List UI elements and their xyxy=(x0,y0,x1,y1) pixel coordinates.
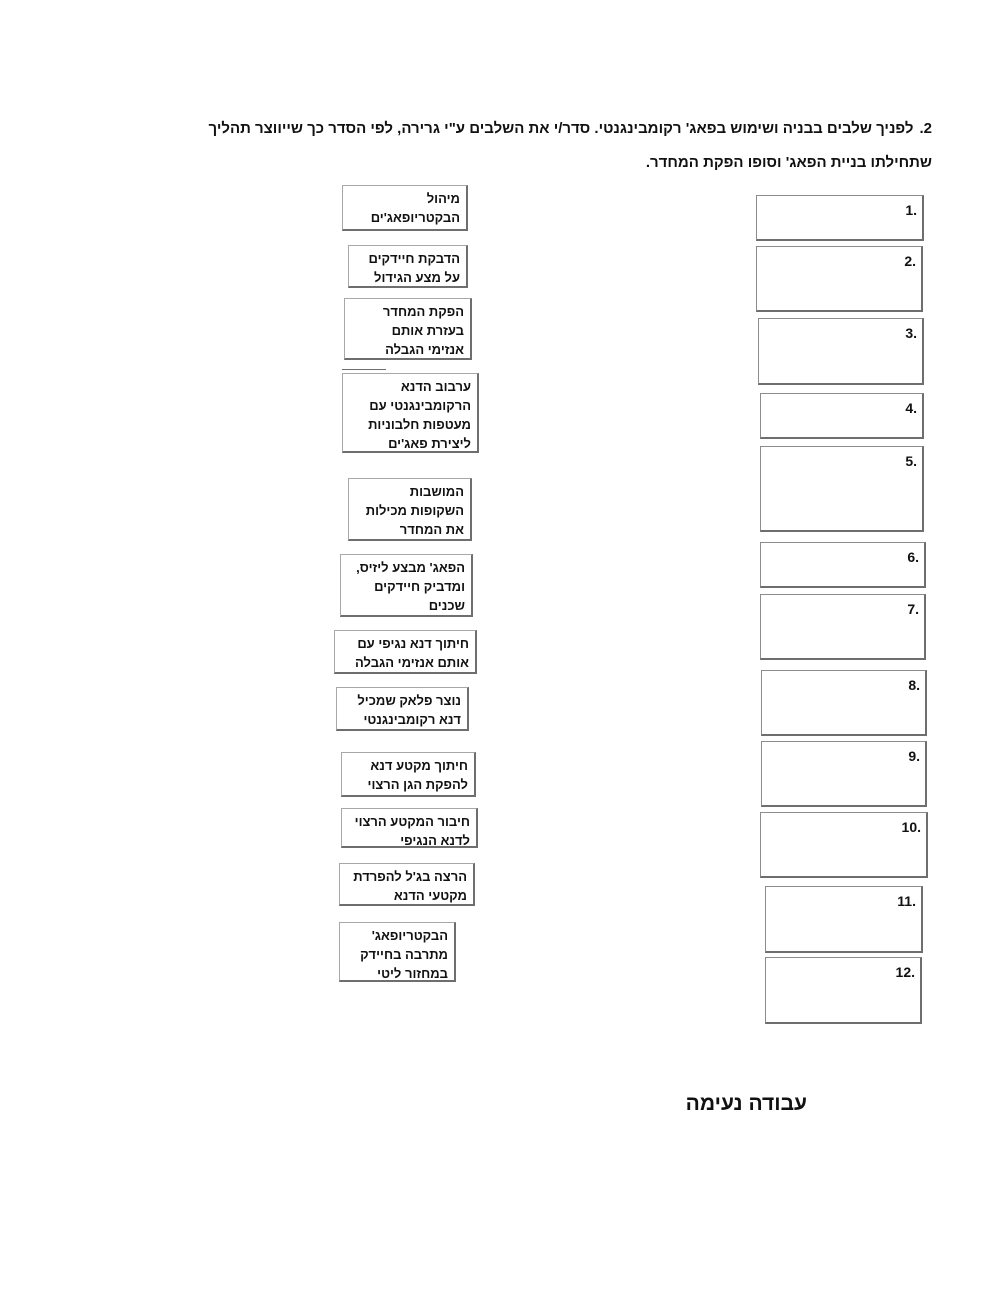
slot-number-12: 12. xyxy=(895,964,915,980)
slot-number-3: 3. xyxy=(905,325,917,341)
drop-slot-3[interactable] xyxy=(758,318,924,385)
drag-card-mix-recombinant-dna[interactable]: ערבוב הדנא הרקומבינגנטי עם מעטפות חלבוניות ליצירת פאג'ים xyxy=(342,373,479,453)
question-line-1 xyxy=(130,112,932,146)
drop-slot-8[interactable] xyxy=(761,670,927,736)
drag-card-dilution[interactable]: מיהול הבקטריופאג'ים xyxy=(342,185,468,231)
question-number: 2. xyxy=(919,120,932,137)
question-line-2: שתחילתו בניית הפאג' וסופו הפקת המחדר. xyxy=(645,154,932,171)
drop-slot-11[interactable] xyxy=(765,886,923,953)
drag-card-clear-colonies[interactable]: המושבות השקופות מכילות את המחדר xyxy=(348,478,472,541)
drag-card-cut-gene-fragment[interactable]: חיתוך מקטע דנא להפקת הגן הרצוי xyxy=(341,752,476,797)
slot-number-10: 10. xyxy=(901,819,921,835)
slot-number-11: 11. xyxy=(897,893,916,909)
drop-slot-2[interactable] xyxy=(756,246,923,312)
drop-slot-9[interactable] xyxy=(761,741,927,807)
question-text-1: לפניך שלבים בבניה ושימוש בפאג' רקומבינגנטי. סדר/י את השלבים ע"י גרירה, לפי הסדר כך שייווצר תהליך xyxy=(208,120,914,137)
drag-card-extract-insert[interactable]: הפקת המחדר בעזרת אותם אנזימי הגבלה xyxy=(344,298,472,360)
drag-card-infect-growth-medium[interactable]: הדבקת חיידקים על מצע הגידול xyxy=(348,245,468,288)
slot-number-1: 1. xyxy=(905,202,917,218)
footer-good-luck: עבודה נעימה xyxy=(685,1092,807,1115)
drop-slot-4[interactable] xyxy=(760,393,924,439)
drop-slot-10[interactable] xyxy=(760,812,928,878)
slot-number-4: 4. xyxy=(905,400,917,416)
slot-number-2: 2. xyxy=(904,253,916,269)
drop-slot-6[interactable] xyxy=(760,542,926,588)
slot-number-7: 7. xyxy=(907,601,919,617)
drag-card-plaque-formed[interactable]: נוצר פלאק שמכיל דנא רקומבינגנטי xyxy=(336,687,469,731)
drop-slot-12[interactable] xyxy=(765,957,922,1024)
drag-card-gel-electrophoresis[interactable]: הרצה בג'ל להפרדת מקטעי הדנא xyxy=(339,863,475,906)
card-divider xyxy=(342,369,386,370)
drop-slot-5[interactable] xyxy=(760,446,924,532)
drag-card-phage-lysis[interactable]: הפאג' מבצע ליזיס, ומדביק חיידקים שכנים xyxy=(340,554,473,617)
drop-slot-7[interactable] xyxy=(760,594,926,660)
drag-card-lytic-cycle[interactable]: הבקטריופאג' מתרבה בחיידק במחזור ליטי xyxy=(339,922,456,982)
slot-number-9: 9. xyxy=(908,748,920,764)
slot-number-6: 6. xyxy=(907,549,919,565)
drag-card-cut-viral-dna[interactable]: חיתוך דנא נגיפי עם אותם אנזימי הגבלה xyxy=(334,630,477,674)
slot-number-5: 5. xyxy=(905,453,917,469)
drop-slot-1[interactable] xyxy=(756,195,924,241)
drag-card-ligate-fragment[interactable]: חיבור המקטע הרצוי לדנא הנגיפי xyxy=(341,808,478,848)
slot-number-8: 8. xyxy=(908,677,920,693)
question-instructions xyxy=(130,112,932,180)
